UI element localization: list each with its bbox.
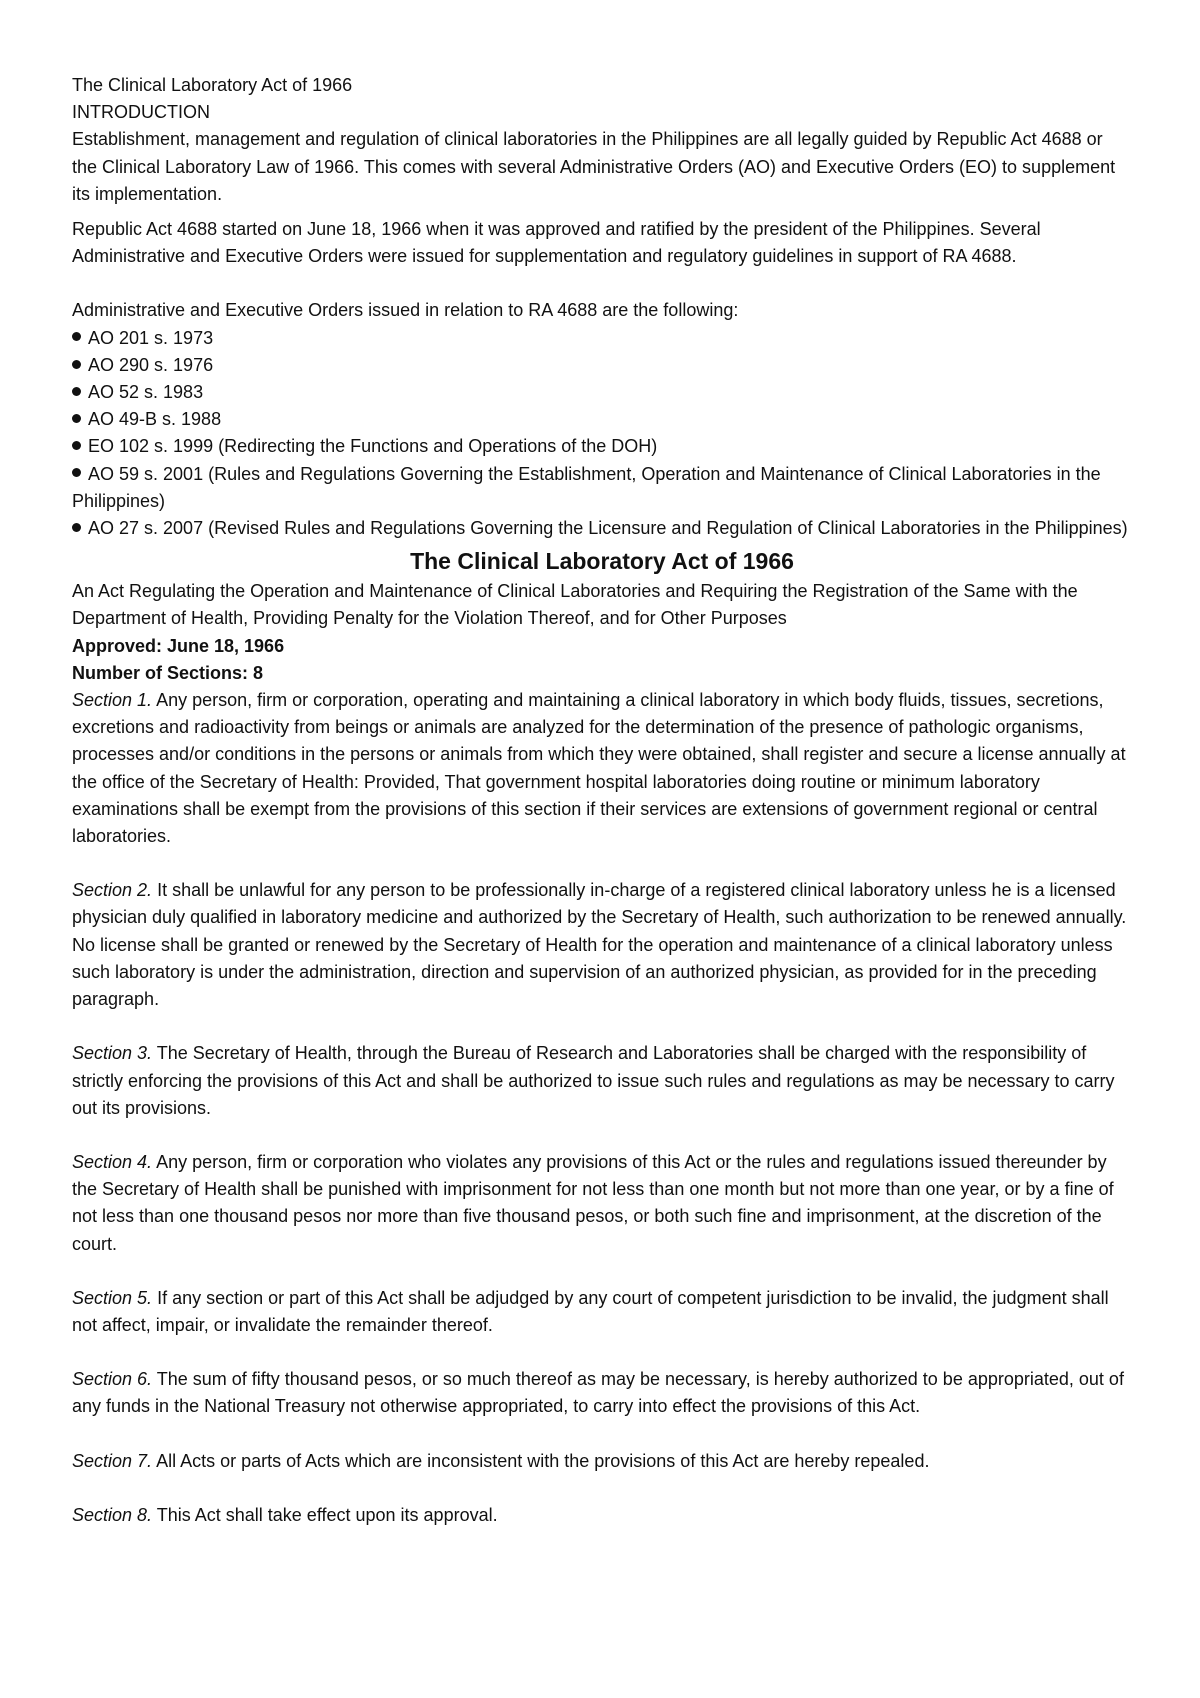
section-8 <box>72 1502 1132 1529</box>
list-item: AO 290 s. 1976 <box>72 352 1132 379</box>
section-2 <box>72 877 1132 1013</box>
section-label: Section 6. <box>72 1369 153 1390</box>
bullet-icon <box>72 360 81 369</box>
section-label: Section 3. <box>72 1043 153 1064</box>
section-text: The Secretary of Health, through the Bureau of Research and Laboratories shall be charged with the responsibility of strictly enforcing the provisions of this Act and shall be authorized to issue such rules and regulations as may be necessary to carry out its provisions. <box>72 1043 1115 1118</box>
intro-subheading: INTRODUCTION <box>72 102 210 123</box>
bullet-icon <box>72 387 81 396</box>
section-4 <box>72 1149 1132 1258</box>
list-item: EO 102 s. 1999 (Redirecting the Functions and Operations of the DOH) <box>72 433 1132 460</box>
list-item: AO 201 s. 1973 <box>72 325 1132 352</box>
section-label: Section 2. <box>72 880 153 901</box>
bullet-icon <box>72 332 81 341</box>
act-title: The Clinical Laboratory Act of 1966 <box>410 548 794 575</box>
document-page <box>72 72 1132 1529</box>
list-item: AO 59 s. 2001 (Rules and Regulations Governing the Establishment, Operation and Maintenance of Clinical Laboratories in the Philippines) <box>72 463 1101 511</box>
intro-heading: The Clinical Laboratory Act of 1966 <box>72 75 353 95</box>
section-text: If any section or part of this Act shall be adjudged by any court of competent jurisdiction to be invalid, the judgment shall not affect, impair, or invalidate the remainder thereof. <box>72 1287 1109 1335</box>
intro-paragraph-1: Establishment, management and regulation of clinical laboratories in the Philippines are all legally guided by Republic Act 4688 or the Clinical Laboratory Law of 1966. This comes with several Administrative Orders (AO) and Executive Orders (EO) to supplement its implementation. <box>72 129 1116 204</box>
section-text: It shall be unlawful for any person to be professionally in-charge of a registered clinical laboratory unless he is a licensed physician duly qualified in laboratory medicine and authorized by the Secretary of Health, such authorization to be renewed annually. No license shall be granted or renewed by the Secretary of Health for the operation and maintenance of a clinical laboratory unless such laboratory is under the administration, direction and supervision of an authorized physician, as provided for in the preceding paragraph. <box>72 880 1127 1010</box>
section-text: Any person, firm or corporation, operating and maintaining a clinical laboratory in which body fluids, tissues, secretions, excretions and radioactivity from beings or animals are analyzed for the determination of the presence of pathologic organisms, processes and/or conditions in the persons or animals from which they were obtained, shall register and secure a license annually at the office of the Secretary of Health: Provided, That government hospital laboratories doing routine or minimum laboratory examinations shall be exempt from the provisions of this section if their services are extensions of government regional or central laboratories. <box>72 690 1126 847</box>
section-label: Section 7. <box>72 1450 153 1471</box>
section-text: All Acts or parts of Acts which are inconsistent with the provisions of this Act are hereby repealed. <box>152 1450 930 1471</box>
section-label: Section 4. <box>72 1151 153 1172</box>
section-text: Any person, firm or corporation who violates any provisions of this Act or the rules and regulations issued thereunder by the Secretary of Health shall be punished with imprisonment for not less than one month but not more than one year, or by a fine of not less than one thousand pesos nor more than five thousand pesos, or both such fine and imprisonment, at the discretion of the court. <box>72 1151 1114 1254</box>
section-6 <box>72 1366 1132 1420</box>
section-text: The sum of fifty thousand pesos, or so much thereof as may be necessary, is hereby authorized to be appropriated, out of any funds in the National Treasury not otherwise appropriated, to carry into effect the provisions of this Act. <box>72 1369 1124 1417</box>
bullet-icon <box>72 468 81 477</box>
section-3 <box>72 1040 1132 1122</box>
section-7 <box>72 1448 1132 1475</box>
list-item: AO 27 s. 2007 (Revised Rules and Regulations Governing the Licensure and Regulation of Clinical Laboratories in the Philippines) <box>72 515 1132 542</box>
bullet-icon <box>72 441 81 450</box>
list-item: AO 49-B s. 1988 <box>72 406 1132 433</box>
orders-list-intro: Administrative and Executive Orders issued in relation to RA 4688 are the following: <box>72 300 739 321</box>
act-description: An Act Regulating the Operation and Maintenance of Clinical Laboratories and Requiring the Registration of the Same with the Department of Health, Providing Penalty for the Violation Thereof, and for Other Purposes <box>72 581 1078 629</box>
section-text: This Act shall take effect upon its approval. <box>152 1504 498 1525</box>
bullet-icon <box>72 523 81 532</box>
section-label: Section 1. <box>72 690 153 711</box>
bullet-icon <box>72 414 81 423</box>
section-5 <box>72 1285 1132 1339</box>
intro-paragraph-2: Republic Act 4688 started on June 18, 1966 when it was approved and ratified by the president of the Philippines. Several Administrative and Executive Orders were issued for supplementation and regulatory guidelines in support of RA 4688. <box>72 219 1041 267</box>
list-item: AO 52 s. 1983 <box>72 379 1132 406</box>
orders-list <box>72 325 1132 543</box>
section-label: Section 8. <box>72 1504 153 1525</box>
section-label: Section 5. <box>72 1287 153 1308</box>
approved-date: Approved: June 18, 1966 <box>72 635 285 656</box>
section-1 <box>72 687 1132 850</box>
number-of-sections: Number of Sections: 8 <box>72 662 264 683</box>
